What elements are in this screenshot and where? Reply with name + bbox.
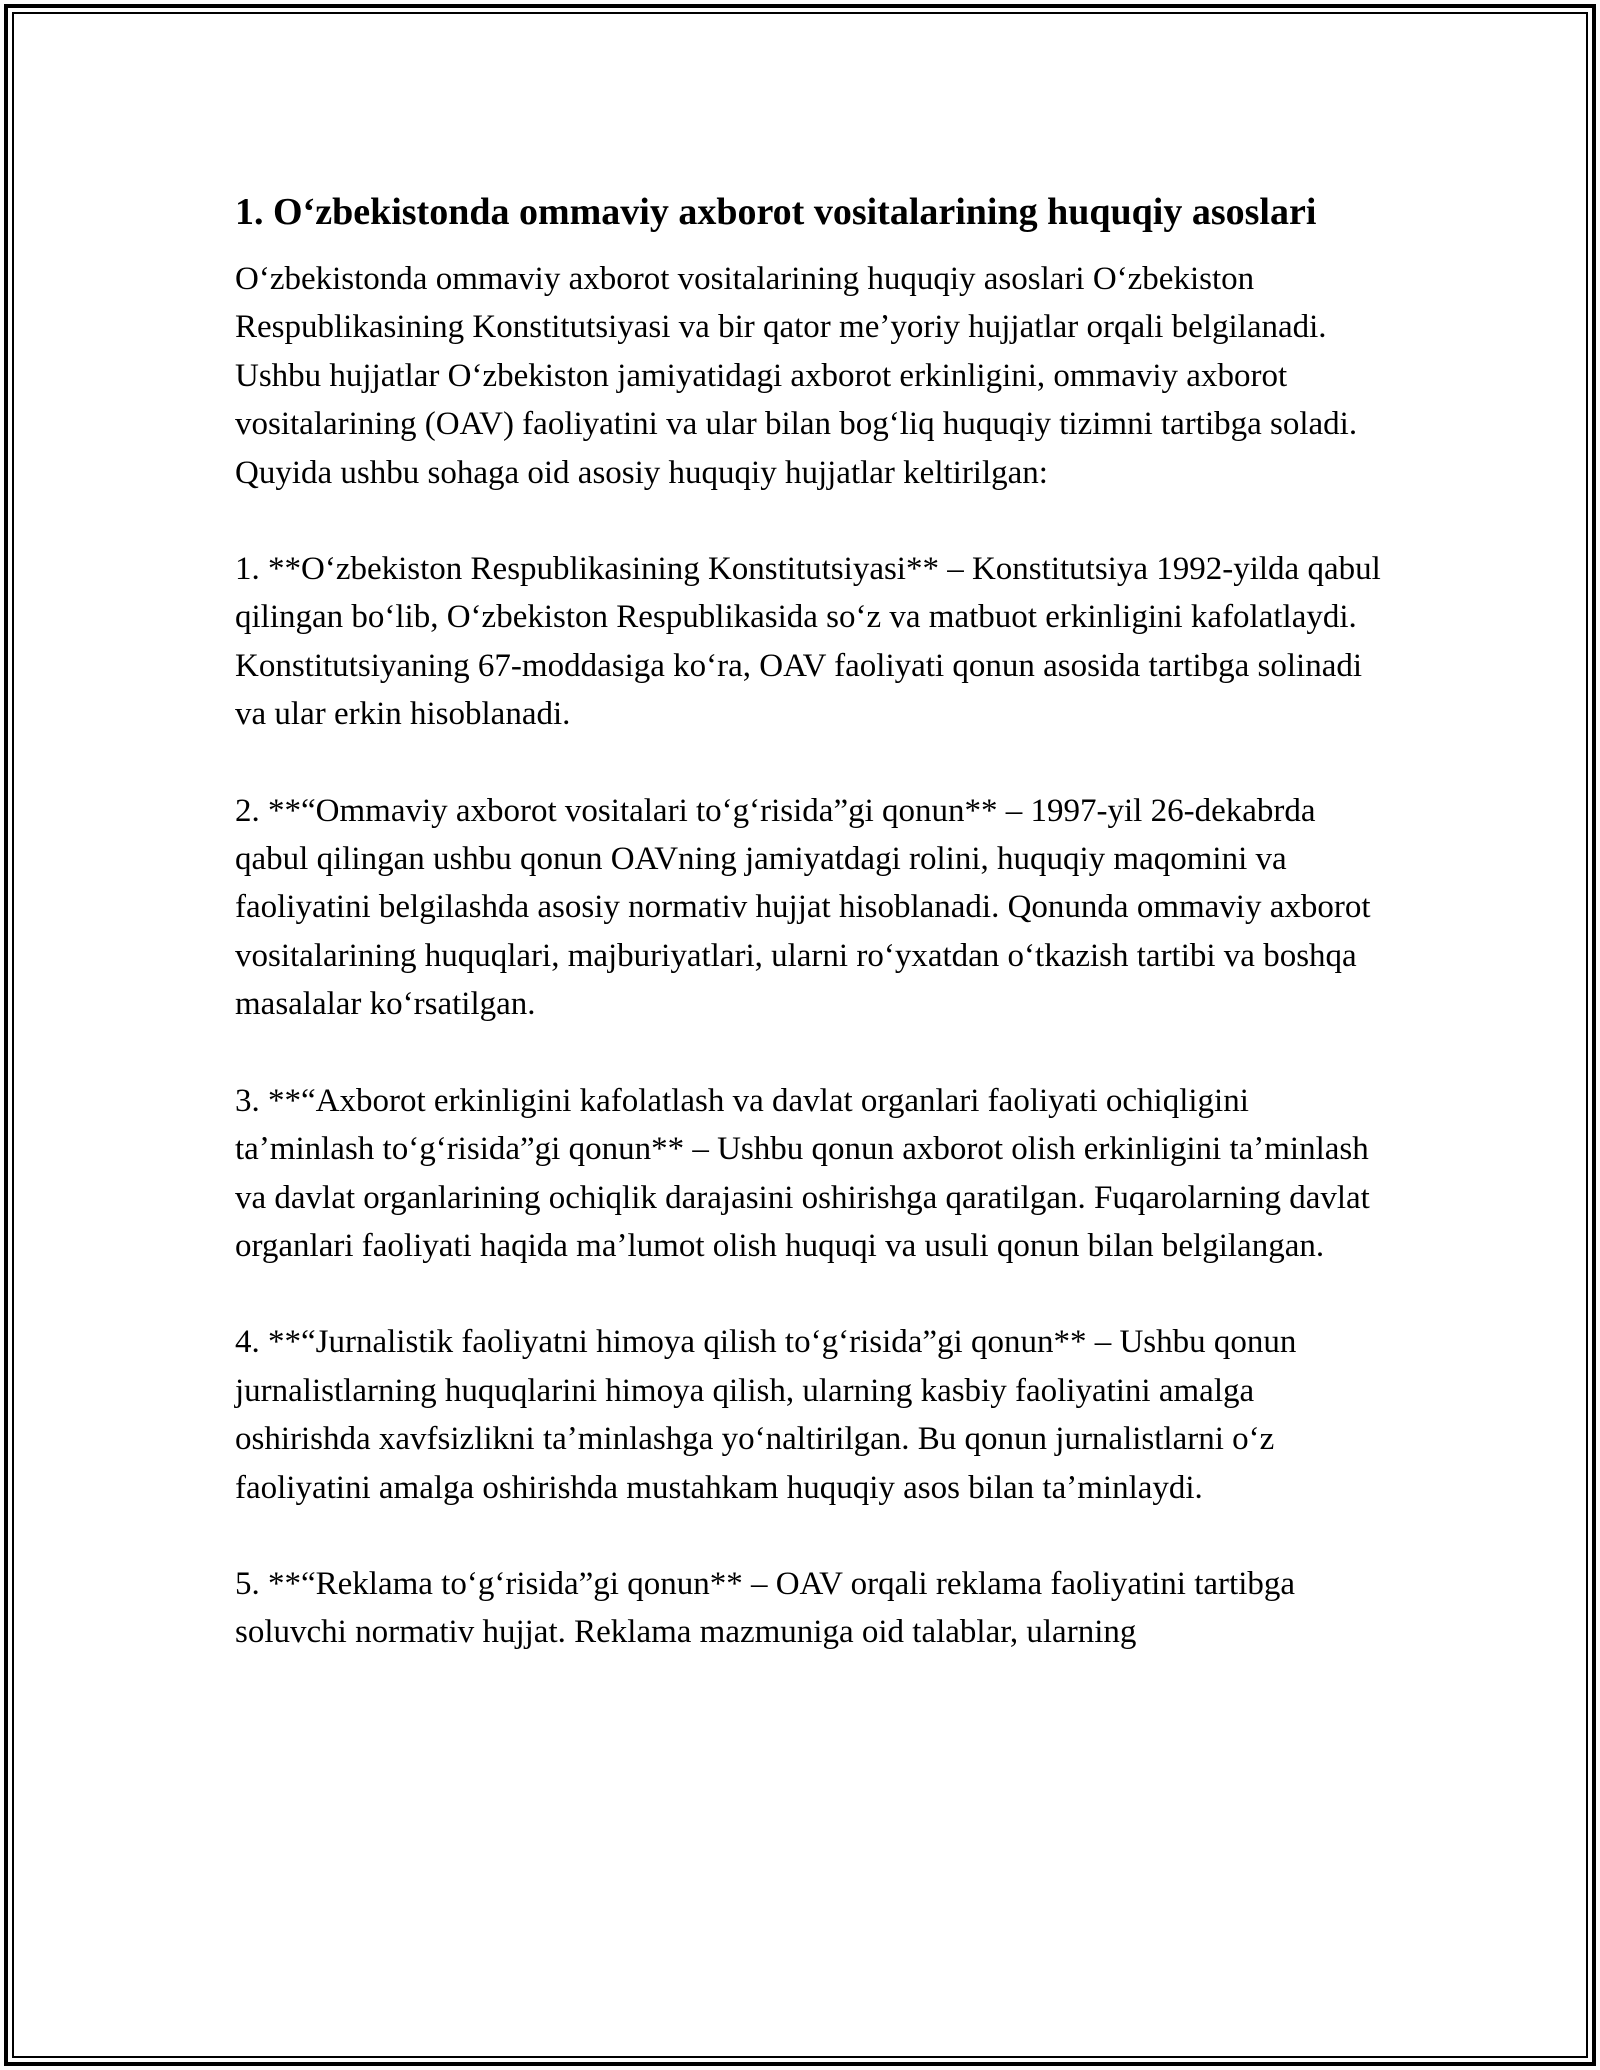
list-item-journalist-protection-law: 4. **“Jurnalistik faoliyatni himoya qilish toʻgʻrisida”gi qonun** – Ushbu qonun jurnalistlarning huquqlarini himoya qilish, ularning kasbiy faoliyatini amalga oshirishda xavfsizlikni taʼminlashga yoʻnaltirilgan. Bu qonun jurnalistlarni oʻz faoliyatini amalga oshirishda mustahkam huquqiy asos bilan taʼminlaydi.: [235, 1324, 1297, 1506]
document-body: [235, 185, 1385, 1705]
intro-paragraph: Oʻzbekistonda ommaviy axborot vositalarining huquqiy asoslari Oʻzbekiston Respublikasining Konstitutsiyasi va bir qator meʼyoriy hujjatlar orqali belgilanadi. Ushbu hujjatlar Oʻzbekiston jamiyatidagi axborot erkinligini, ommaviy axborot vositalarining (OAV) faoliyatini va ular bilan bogʻliq huquqiy tizimni tartibga soladi. Quyida ushbu sohaga oid asosiy huquqiy hujjatlar keltirilgan:: [235, 261, 1358, 491]
list-item-advertising-law: 5. **“Reklama toʻgʻrisida”gi qonun** – OAV orqali reklama faoliyatini tartibga soluvchi normativ hujjat. Reklama mazmuniga oid talablar, ularning: [235, 1565, 1296, 1651]
list-item-freedom-of-information-law: 3. **“Axborot erkinligini kafolatlash va davlat organlari faoliyati ochiqligini taʼminlash toʻgʻrisida”gi qonun** – Ushbu qonun axborot olish erkinligini taʼminlash va davlat organlarining ochiqlik darajasini oshirishga qaratilgan. Fuqarolarning davlat organlari faoliyati haqida maʼlumot olish huquqi va usuli qonun bilan belgilangan.: [235, 1082, 1370, 1264]
list-item-constitution: 1. **Oʻzbekiston Respublikasining Konstitutsiyasi** – Konstitutsiya 1992-yilda qabul qilingan boʻlib, Oʻzbekiston Respublikasida soʻz va matbuot erkinligini kafolatlaydi. Konstitutsiyaning 67-moddasiga koʻra, OAV faoliyati qonun asosida tartibga solinadi va ular erkin hisoblanadi.: [235, 551, 1381, 733]
list-item-mass-media-law: 2. **“Ommaviy axborot vositalari toʻgʻrisida”gi qonun** – 1997-yil 26-dekabrda qabul qilingan ushbu qonun OAVning jamiyatdagi rolini, huquqiy maqomini va faoliyatini belgilashda asosiy normativ hujjat hisoblanadi. Qonunda ommaviy axborot vositalarining huquqlari, majburiyatlari, ularni roʻyxatdan oʻtkazish tartibi va boshqa masalalar koʻrsatilgan.: [235, 792, 1371, 1023]
section-heading: 1. Oʻzbekistonda ommaviy axborot vositalarining huquqiy asoslari: [235, 191, 1317, 233]
